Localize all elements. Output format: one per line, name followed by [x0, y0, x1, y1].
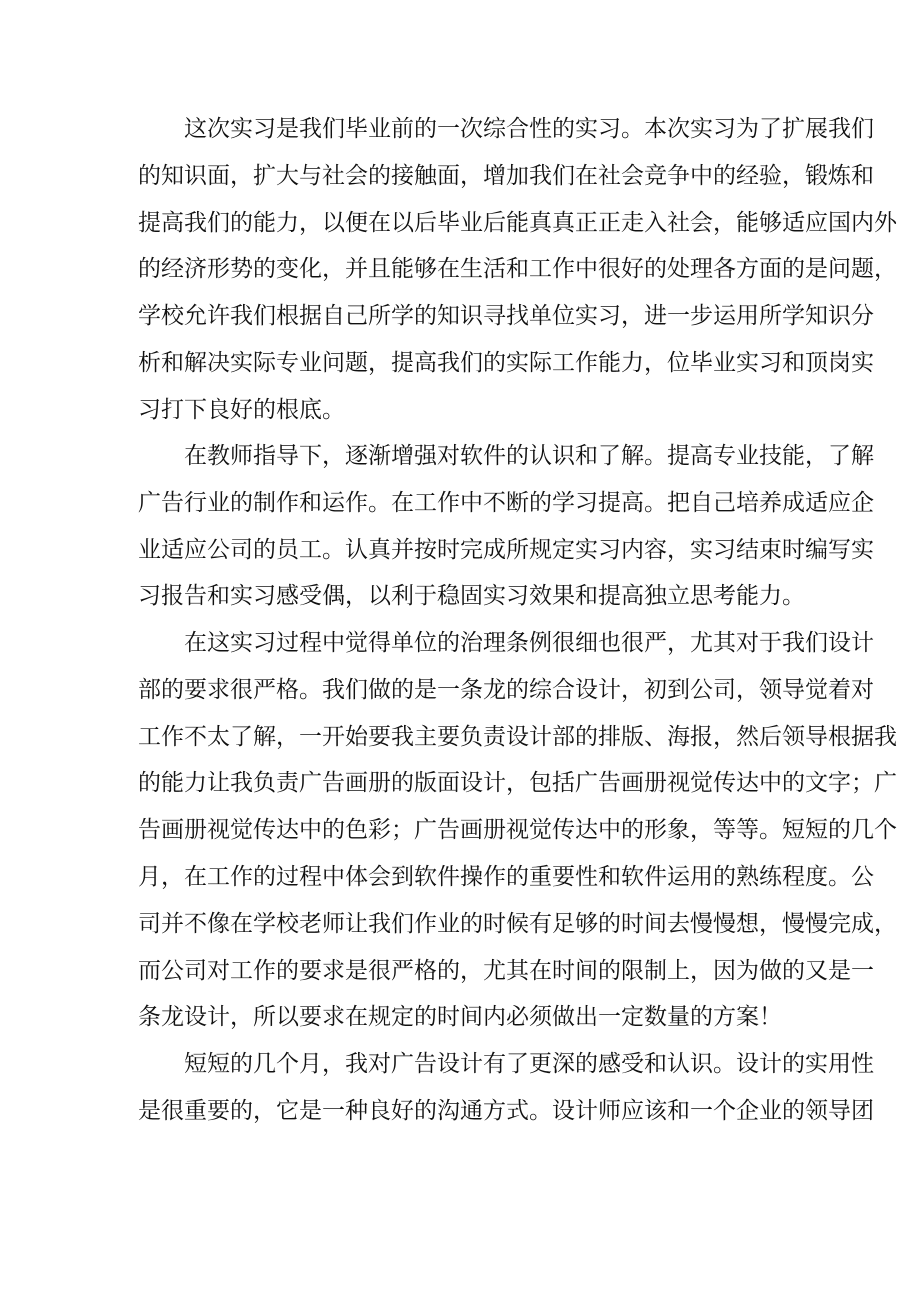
text-line: 业适应公司的员工。认真并按时完成所规定实习内容，实习结束时编写实 — [138, 536, 874, 563]
text-line: 的知识面，扩大与社会的接触面，增加我们在社会竞争中的经验，锻炼和 — [138, 162, 874, 189]
text-line: 司并不像在学校老师让我们作业的时候有足够的时间去慢慢想，慢慢完成， — [138, 910, 897, 937]
text-line: 而公司对工作的要求是很严格的，尤其在时间的限制上，因为做的又是一 — [138, 957, 874, 984]
text-line: 月，在工作的过程中体会到软件操作的重要性和软件运用的熟练程度。公 — [138, 863, 874, 890]
text-line: 提高我们的能力，以便在以后毕业后能真真正正走入社会，能够适应国内外 — [138, 209, 897, 236]
text-line: 是很重要的，它是一种良好的沟通方式。设计师应该和一个企业的领导团 — [138, 1097, 874, 1124]
text-line: 学校允许我们根据自己所学的知识寻找单位实习，进一步运用所学知识分 — [138, 303, 874, 330]
text-line: 广告行业的制作和运作。在工作中不断的学习提高。把自己培养成适应企 — [138, 489, 874, 516]
text-line: 短短的几个月，我对广告设计有了更深的感受和认识。设计的实用性 — [184, 1051, 874, 1077]
text-line: 习打下良好的根底。 — [138, 396, 345, 423]
text-line: 在教师指导下，逐渐增强对软件的认识和了解。提高专业技能，了解 — [184, 443, 874, 469]
text-line: 部的要求很严格。我们做的是一条龙的综合设计，初到公司，领导觉着对 — [138, 676, 874, 703]
text-line: 在这实习过程中觉得单位的治理条例很细也很严，尤其对于我们设计 — [184, 630, 874, 656]
text-line: 析和解决实际专业问题，提高我们的实际工作能力，位毕业实习和顶岗实 — [138, 349, 874, 376]
paragraph-3 — [138, 620, 897, 1041]
text-line: 工作不太了解，一开始要我主要负责设计部的排版、海报，然后领导根据我 — [138, 723, 897, 750]
text-line: 的能力让我负责广告画册的版面设计，包括广告画册视觉传达中的文字；广 — [138, 770, 897, 797]
text-line: 这次实习是我们毕业前的一次综合性的实习。本次实习为了扩展我们 — [184, 116, 874, 142]
text-line: 的经济形势的变化，并且能够在生活和工作中很好的处理各方面的是问题， — [138, 256, 897, 283]
paragraph-1 — [138, 106, 897, 434]
paragraph-2 — [138, 433, 874, 620]
text-line: 条龙设计，所以要求在规定的时间内必须做出一定数量的方案！ — [138, 1004, 782, 1031]
text-line: 告画册视觉传达中的色彩；广告画册视觉传达中的形象，等等。短短的几个 — [138, 817, 897, 844]
paragraph-4 — [138, 1041, 874, 1135]
text-line: 习报告和实习感受偶，以利于稳固实习效果和提高独立思考能力。 — [138, 583, 805, 610]
